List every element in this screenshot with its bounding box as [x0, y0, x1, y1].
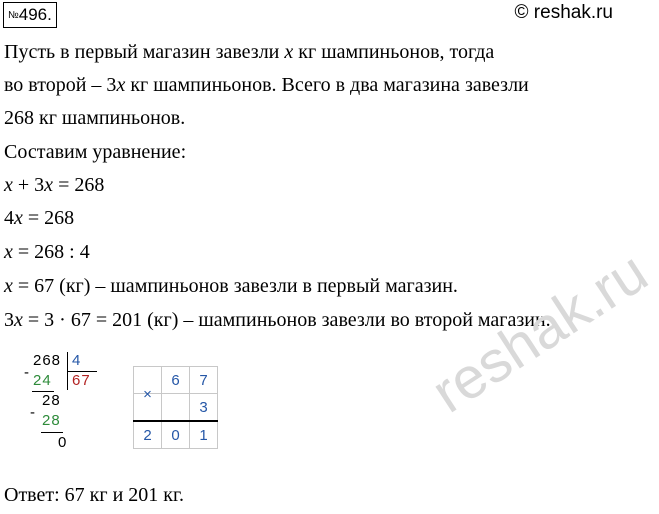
answer-line: Ответ: 67 кг и 201 кг. — [4, 484, 184, 506]
grid-cell: 0 — [162, 421, 190, 449]
remainder-1: 28 — [42, 392, 61, 409]
quotient: 67 — [72, 372, 91, 389]
text-line-4: Составим уравнение: — [4, 141, 187, 163]
subtrahend-2: 28 — [42, 412, 61, 429]
grid-row-mid — [134, 394, 218, 422]
multiplication-grid — [133, 366, 218, 449]
dividend: 268 — [33, 352, 62, 369]
grid-cell: 7 — [190, 367, 218, 394]
equation-2: 4x = 268 — [4, 207, 75, 229]
grid-cell: 1 — [190, 421, 218, 449]
watermark: reshak.ru — [420, 239, 659, 426]
text-line-2: во второй – 3x кг шампиньонов. Всего в два магазина завезли — [4, 74, 529, 96]
text-line-1: Пусть в первый магазин завезли x кг шампиньонов, тогда — [4, 41, 495, 63]
number-value: 496. — [18, 5, 52, 24]
grid-cell: 2 — [134, 421, 162, 449]
grid-cell: 3 — [190, 394, 218, 422]
grid-cell: 6 — [162, 367, 190, 394]
site-copyright[interactable]: © reshak.ru — [514, 2, 613, 23]
minus-sign-2: - — [30, 404, 36, 421]
long-division — [24, 352, 112, 472]
equation-3: x = 268 : 4 — [4, 241, 90, 263]
remainder-2: 0 — [58, 434, 68, 451]
division-line-2 — [41, 432, 63, 433]
problem-number — [3, 2, 57, 28]
equation-1: x + 3x = 268 — [4, 174, 105, 196]
grid-cell — [162, 394, 190, 422]
minus-sign-1: - — [24, 364, 30, 381]
text-line-3: 268 кг шампиньонов. — [4, 107, 186, 129]
equation-4: x = 67 (кг) – шампиньонов завезли в первый магазин. — [4, 275, 458, 297]
grid-row-result — [134, 421, 218, 449]
number-sign: № — [8, 10, 19, 21]
subtrahend-1: 24 — [33, 372, 52, 389]
multiply-sign: × — [134, 381, 162, 409]
equation-5: 3x = 3 · 67 = 201 (кг) – шампиньонов завезли во второй магазин. — [4, 309, 551, 331]
divisor: 4 — [72, 352, 82, 369]
